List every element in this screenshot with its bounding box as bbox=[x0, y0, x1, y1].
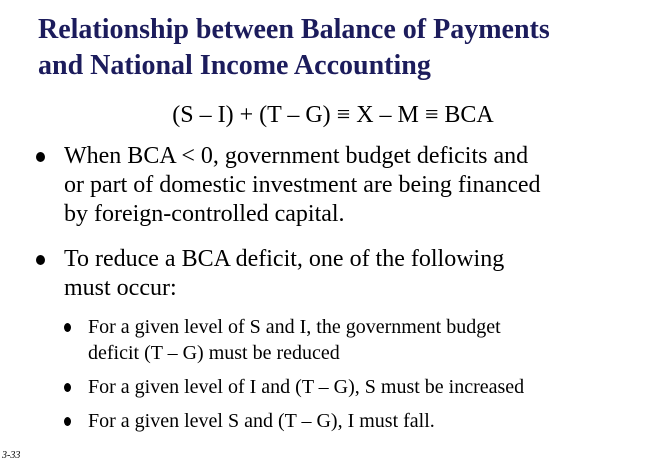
sub-bullet-item-2 bbox=[64, 374, 634, 400]
sub-bullet-item-1 bbox=[64, 314, 634, 366]
title-line-2: and National Income Accounting bbox=[38, 50, 431, 81]
sub-bullet-dot bbox=[64, 383, 71, 392]
title-line-1: Relationship between Balance of Payments bbox=[38, 14, 550, 45]
sub-bullet-dot bbox=[64, 323, 71, 332]
sub-bullet-1-line-2: deficit (T – G) must be reduced bbox=[88, 342, 340, 364]
bullet-1-line-3: by foreign-controlled capital. bbox=[64, 201, 345, 227]
bullet-text bbox=[64, 245, 626, 303]
identity-equation: (S – I) + (T – G) ≡ X – M ≡ BCA bbox=[172, 102, 494, 128]
bullet-item-2 bbox=[36, 245, 626, 303]
sub-bullet-1-line-1: For a given level of S and I, the government budget bbox=[88, 316, 501, 338]
page-number: 3-33 bbox=[2, 450, 21, 461]
sub-bullet-text bbox=[88, 314, 634, 366]
bullet-1-line-2: or part of domestic investment are being financed bbox=[64, 172, 541, 198]
bullet-2-line-1: To reduce a BCA deficit, one of the following bbox=[64, 246, 505, 272]
sub-bullet-dot bbox=[64, 417, 71, 426]
bullet-dot bbox=[36, 255, 45, 265]
sub-bullet-item-3 bbox=[64, 408, 634, 434]
sub-bullet-text bbox=[88, 374, 634, 400]
slide-title bbox=[38, 12, 638, 84]
bullet-2-line-2: must occur: bbox=[64, 275, 177, 301]
bullet-text bbox=[64, 142, 626, 229]
sub-bullet-text bbox=[88, 408, 634, 434]
bullet-item-1 bbox=[36, 142, 626, 229]
bullet-1-line-1: When BCA < 0, government budget deficits and bbox=[64, 143, 529, 169]
sub-bullet-2-line-1: For a given level of I and (T – G), S must be increased bbox=[88, 376, 525, 398]
bullet-dot bbox=[36, 152, 45, 162]
sub-bullet-3-line-1: For a given level S and (T – G), I must fall. bbox=[88, 410, 435, 432]
